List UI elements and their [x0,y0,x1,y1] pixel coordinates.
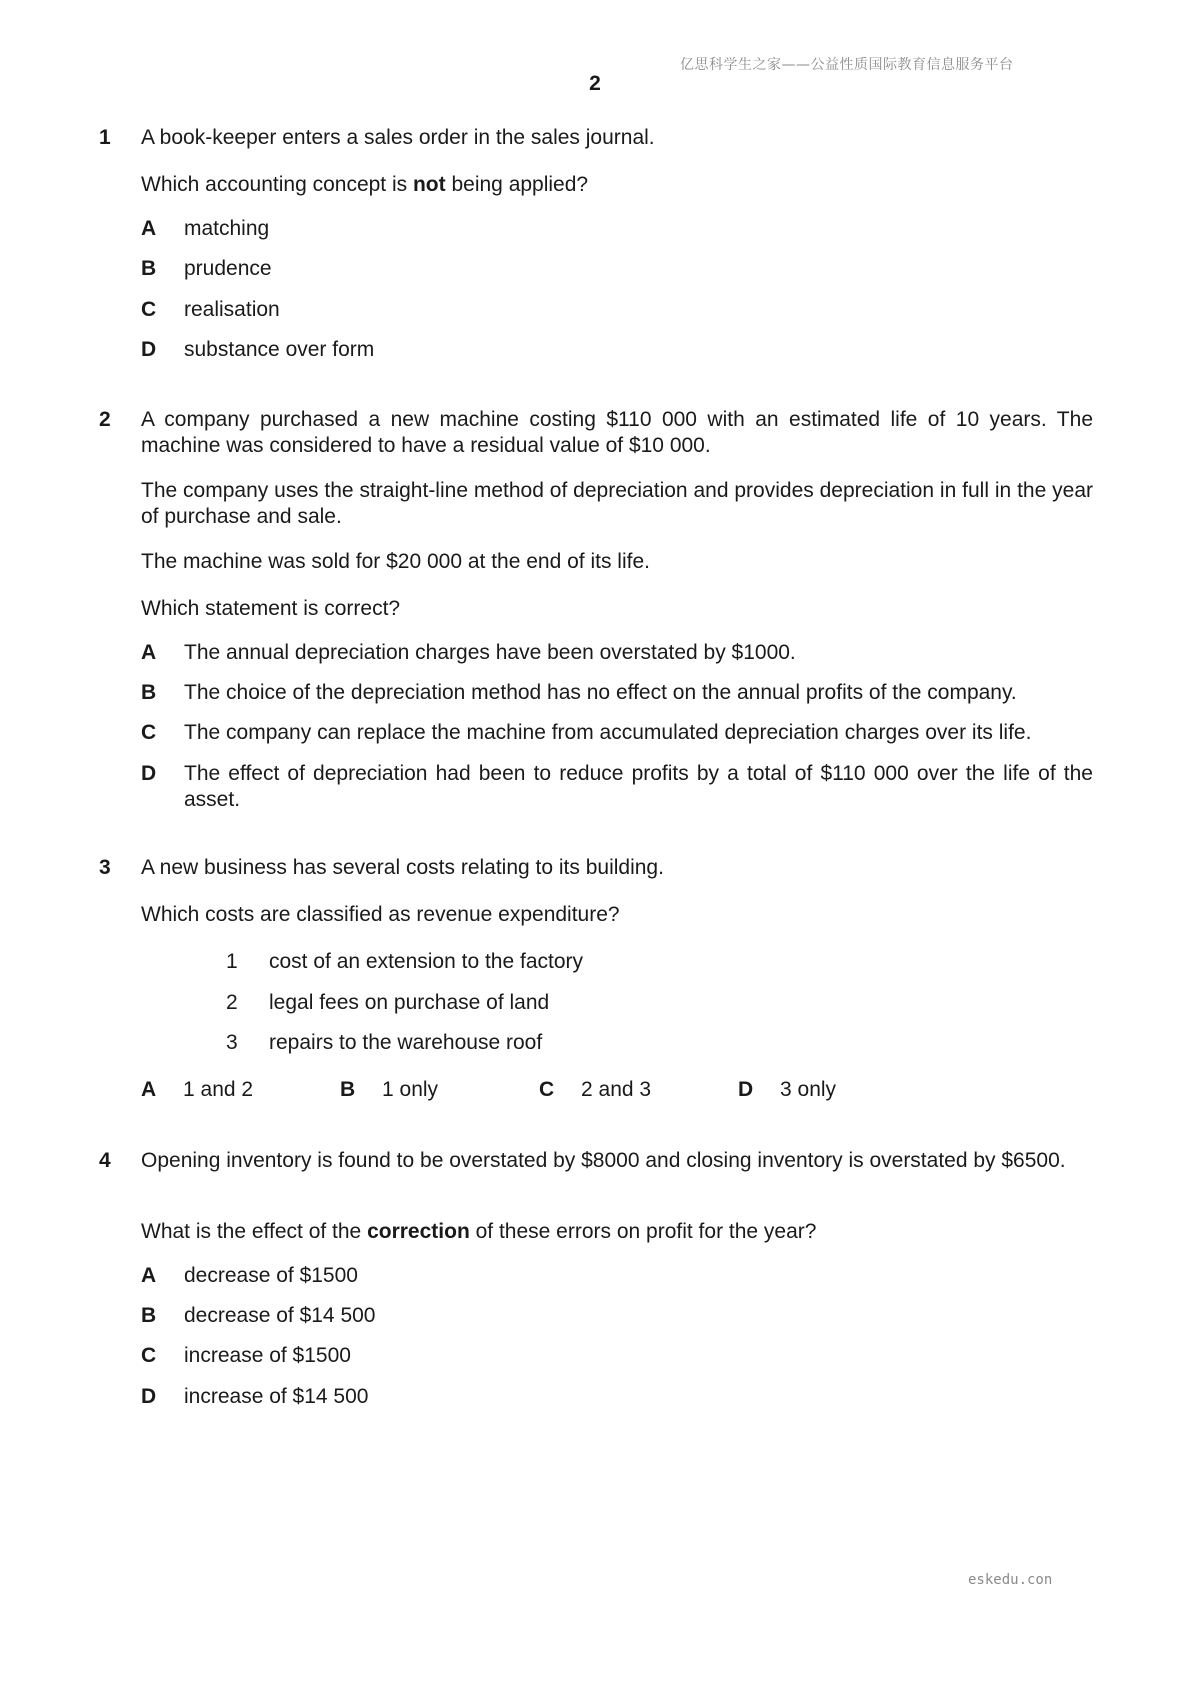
option-letter: A [141,1264,157,1287]
option-text: prudence [184,257,272,280]
option-letter: D [141,762,157,785]
question-stem: Opening inventory is found to be overstated by $8000 and closing inventory is overstated by $6500. [141,1149,1066,1172]
question-paragraph: A company purchased a new machine costing $110 000 with an estimated life of 10 years. The machine was considered to have a residual value of $10 000. [141,408,1093,457]
option-a[interactable]: A 1 and 2 [141,1078,254,1101]
option-letter: C [141,298,157,321]
option-text: The company can replace the machine from accumulated depreciation charges over its life. [184,721,1032,744]
option-letter: C [141,1344,157,1367]
option-text: increase of $14 500 [184,1385,369,1408]
option-text: realisation [184,298,280,321]
question-number: 4 [99,1149,111,1172]
option-text: substance over form [184,338,375,361]
option-text: The choice of the depreciation method has no effect on the annual profits of the company. [184,681,1017,704]
option-letter: A [141,641,157,664]
option-text: The annual depreciation charges have been overstated by $1000. [184,641,796,664]
option-letter: A [141,217,157,240]
option-text: matching [184,217,270,240]
question-paragraph: The machine was sold for $20 000 at the end of its life. [141,550,650,573]
watermark-top: 亿思科学生之家——公益性质国际教育信息服务平台 [680,57,1014,73]
option-letter: B [141,257,157,280]
option-letter: B [141,681,157,704]
page-number: 2 [589,72,601,95]
question-paragraph: The company uses the straight-line method of depreciation and provides depreciation in full in the year of purchase and sale. [141,479,1093,528]
option-text: increase of $1500 [184,1344,351,1367]
option-c[interactable]: C 2 and 3 [539,1078,652,1101]
watermark-bottom: eskedu.con [968,1572,1053,1588]
question-prompt: Which statement is correct? [141,597,401,620]
option-letter: C [141,721,157,744]
question-prompt: Which accounting concept is not being applied? [141,173,589,196]
option-text: decrease of $1500 [184,1264,358,1287]
question-stem: A new business has several costs relating to its building. [141,856,664,879]
question-stem: A book-keeper enters a sales order in the sales journal. [141,126,655,149]
question-prompt: Which costs are classified as revenue expenditure? [141,903,620,926]
option-text: decrease of $14 500 [184,1304,376,1327]
question-prompt: What is the effect of the correction of these errors on profit for the year? [141,1220,817,1243]
question-number: 1 [99,126,111,149]
question-number: 2 [99,408,111,431]
option-d[interactable]: D 3 only [738,1078,837,1101]
question-number: 3 [99,856,111,879]
option-b[interactable]: B 1 only [340,1078,439,1101]
option-letter: D [141,338,157,361]
option-text: The effect of depreciation had been to reduce profits by a total of $110 000 over the life of the asset. [184,762,1093,811]
option-letter: D [141,1385,157,1408]
option-letter: B [141,1304,157,1327]
